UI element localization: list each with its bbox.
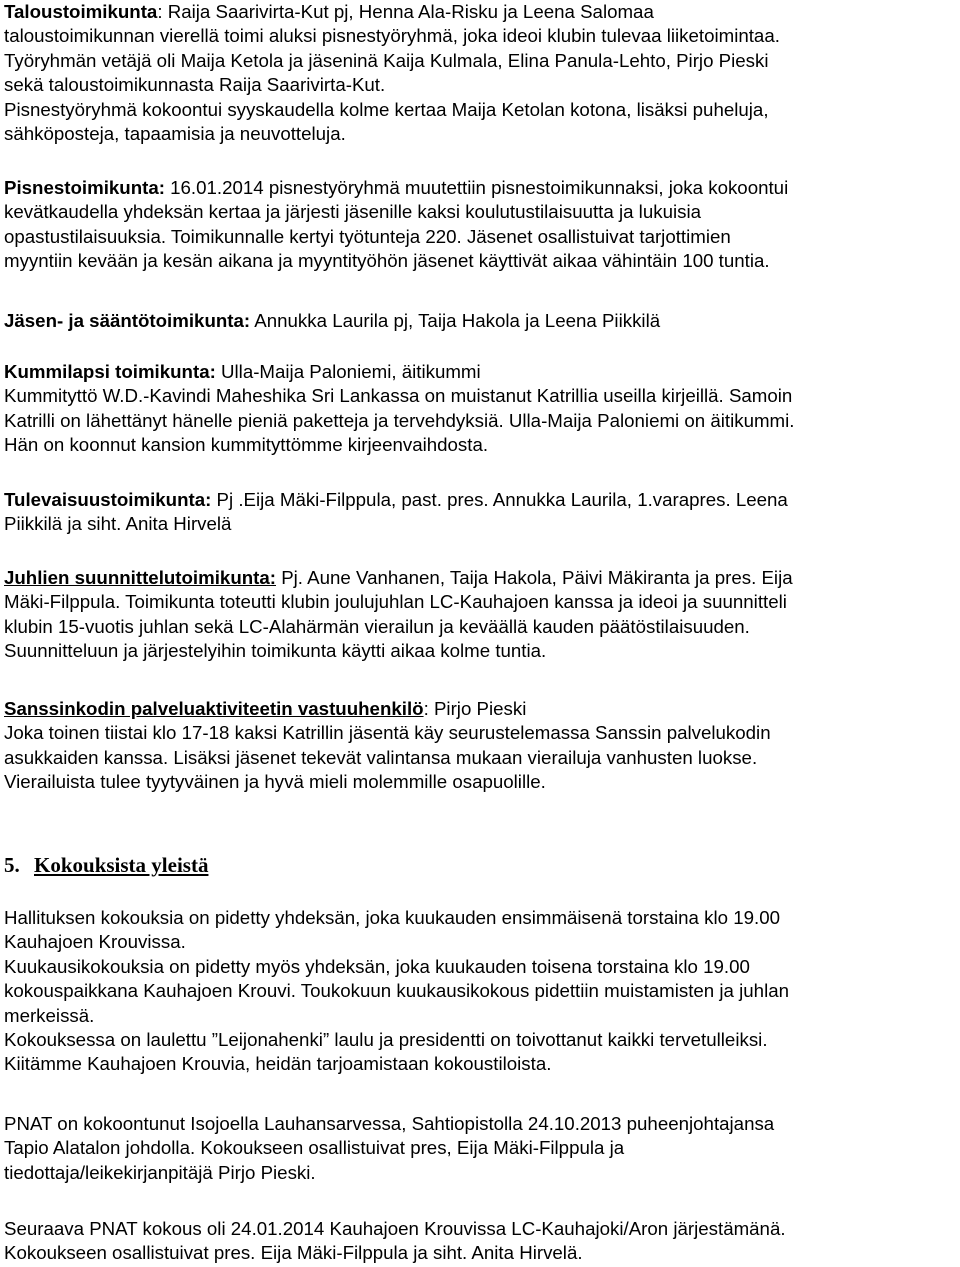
- text-line: Seuraava PNAT kokous oli 24.01.2014 Kauhajoen Krouvissa LC-Kauhajoki/Aron järjestämänä.: [4, 1218, 786, 1239]
- sanssinkoti-contact: : Pirjo Pieski: [423, 698, 527, 719]
- text-line: PNAT on kokoontunut Isojoella Lauhansarvessa, Sahtiopistolla 24.10.2013 puheenjohtajansa: [4, 1113, 775, 1134]
- taloustoimikunta-label: Taloustoimikunta: [4, 1, 158, 22]
- text-line: Pisnestyöryhmä kokoontui syyskaudella kolme kertaa Maija Ketolan kotona, lisäksi puheluja,: [4, 98, 769, 120]
- text-line: tiedottaja/leikekirjanpitäjä Pirjo Pieski.: [4, 1161, 316, 1183]
- text-line: sekä taloustoimikunnasta Raija Saarivirta-Kut.: [4, 74, 386, 96]
- text-line: Hän on koonnut kansion kummityttömme kirjeenvaihdosta.: [4, 434, 489, 456]
- text-line: [4, 0, 956, 24]
- text-line: kevätkaudella yhdeksän kertaa ja järjesti jäsenille kaksi koulutustilaisuutta ja lukuisia: [4, 201, 702, 223]
- jasentoimikunta-label: Jäsen- ja sääntötoimikunta:: [4, 310, 251, 331]
- taloustoimikunta-members: : Raija Saarivirta-Kut pj, Henna Ala-Risku ja Leena Salomaa: [157, 1, 654, 22]
- text-line: [4, 176, 956, 200]
- pnat-paragraph-2: [4, 1217, 956, 1266]
- text-line: Työryhmän vetäjä oli Maija Ketola ja jäseninä Kaija Kulmala, Elina Panula-Lehto, Pirjo Pieski: [4, 49, 769, 71]
- taloustoimikunta-paragraph: [4, 0, 956, 146]
- tulevaisuustoimikunta-label: Tulevaisuustoimikunta:: [4, 489, 212, 510]
- sanssinkoti-label: Sanssinkodin palveluaktiviteetin vastuuhenkilö: [4, 698, 424, 719]
- text-line: merkeissä.: [4, 1004, 95, 1026]
- text-line: Kokouksessa on laulettu ”Leijonahenki” laulu ja presidentti on toivottanut kaikki tervetulleiksi.: [4, 1029, 768, 1051]
- text-line: taloustoimikunnan vierellä toimi aluksi pisnestyöryhmä, joka ideoi klubin tulevaa liiketoimintaa.: [4, 25, 780, 47]
- pisnestoimikunta-paragraph: [4, 176, 956, 274]
- pisnestoimikunta-text: 16.01.2014 pisnestyöryhmä muutettiin pisnestoimikunnaksi, joka kokoontui: [164, 177, 789, 198]
- text-line: Kuukausikokouksia on pidetty myös yhdeksän, joka kuukauden toisena torstaina klo 19.00: [4, 955, 750, 977]
- pisnestoimikunta-label: Pisnestoimikunta:: [4, 177, 165, 198]
- pnat-paragraph-1: [4, 1112, 956, 1185]
- tulevaisuustoimikunta-members: Pj .Eija Mäki-Filppula, past. pres. Annukka Laurila, 1.varapres. Leena: [211, 489, 788, 510]
- kummilapsi-paragraph: [4, 360, 956, 458]
- jasentoimikunta-paragraph: [4, 309, 956, 333]
- text-line: [4, 360, 956, 384]
- jasentoimikunta-members: Annukka Laurila pj, Taija Hakola ja Leena Piikkilä: [250, 310, 661, 331]
- text-line: Mäki-Filppula. Toimikunta toteutti klubin joulujuhlan LC-Kauhajoen kanssa ja ideoi ja suunnitteli: [4, 591, 787, 613]
- text-line: Kauhajoen Krouvissa.: [4, 931, 186, 953]
- text-line: [4, 309, 956, 333]
- juhlatoimikunta-label: Juhlien suunnittelutoimikunta:: [4, 567, 276, 588]
- section-title: Kokouksista yleistä: [34, 853, 209, 877]
- text-line: opastustilaisuuksia. Toimikunnalle kertyi työtunteja 220. Jäsenet osallistuivat tarjottimien: [4, 225, 731, 247]
- text-line: Piikkilä ja siht. Anita Hirvelä: [4, 513, 232, 535]
- kummilapsi-members: Ulla-Maija Paloniemi, äitikummi: [215, 361, 481, 382]
- text-line: [4, 566, 956, 590]
- kummilapsi-label: Kummilapsi toimikunta:: [4, 361, 216, 382]
- text-line: Kokoukseen osallistuivat pres. Eija Mäki-Filppula ja siht. Anita Hirvelä.: [4, 1242, 583, 1264]
- text-line: Joka toinen tiistai klo 17-18 kaksi Katrillin jäsentä käy seurustelemassa Sanssin palvelukodin: [4, 722, 771, 744]
- text-line: sähköposteja, tapaamisia ja neuvotteluja.: [4, 123, 346, 145]
- text-line: Hallituksen kokouksia on pidetty yhdeksän, joka kuukauden ensimmäisenä torstaina klo 19.00: [4, 907, 780, 928]
- section-number: 5.: [4, 853, 20, 877]
- text-line: [4, 488, 956, 512]
- text-line: Vierailuista tulee tyytyväinen ja hyvä mieli molemmille osapuolille.: [4, 771, 546, 793]
- text-line: Katrilli on lähettänyt hänelle pieniä paketteja ja tervehdyksiä. Ulla-Maija Paloniemi on äitikummi.: [4, 409, 795, 431]
- text-line: Tapio Alatalon johdolla. Kokoukseen osallistuivat pres, Eija Mäki-Filppula ja: [4, 1137, 625, 1159]
- text-line: klubin 15-vuotis juhlan sekä LC-Alahärmän vierailun ja keväällä kauden päätöstilaisuuden.: [4, 615, 750, 637]
- juhlatoimikunta-members: Pj. Aune Vanhanen, Taija Hakola, Päivi Mäkiranta ja pres. Eija: [276, 567, 793, 588]
- tulevaisuustoimikunta-paragraph: [4, 488, 956, 537]
- text-line: kokouspaikkana Kauhajoen Krouvi. Toukokuun kuukausikokous pidettiin muistamisten ja juhlan: [4, 980, 790, 1002]
- text-line: Suunnitteluun ja järjestelyihin toimikunta käytti aikaa kolme tuntia.: [4, 640, 547, 662]
- sanssinkoti-paragraph: [4, 697, 956, 795]
- text-line: Kiitämme Kauhajoen Krouvia, heidän tarjoamistaan kokoustiloista.: [4, 1053, 552, 1075]
- text-line: myyntiin kevään ja kesän aikana ja myyntityöhön jäsenet käyttivät aikaa vähintäin 100 tuntia.: [4, 250, 770, 272]
- kokoukset-paragraph: [4, 906, 956, 1077]
- text-line: asukkaiden kanssa. Lisäksi jäsenet tekevät valintansa mukaan vierailuja vanhusten luokse.: [4, 746, 758, 768]
- text-line: [4, 697, 956, 721]
- juhlatoimikunta-paragraph: [4, 566, 956, 664]
- text-line: Kummityttö W.D.-Kavindi Maheshika Sri Lankassa on muistanut Katrillia useilla kirjeillä. Samoin: [4, 385, 793, 407]
- section-heading: [4, 853, 208, 878]
